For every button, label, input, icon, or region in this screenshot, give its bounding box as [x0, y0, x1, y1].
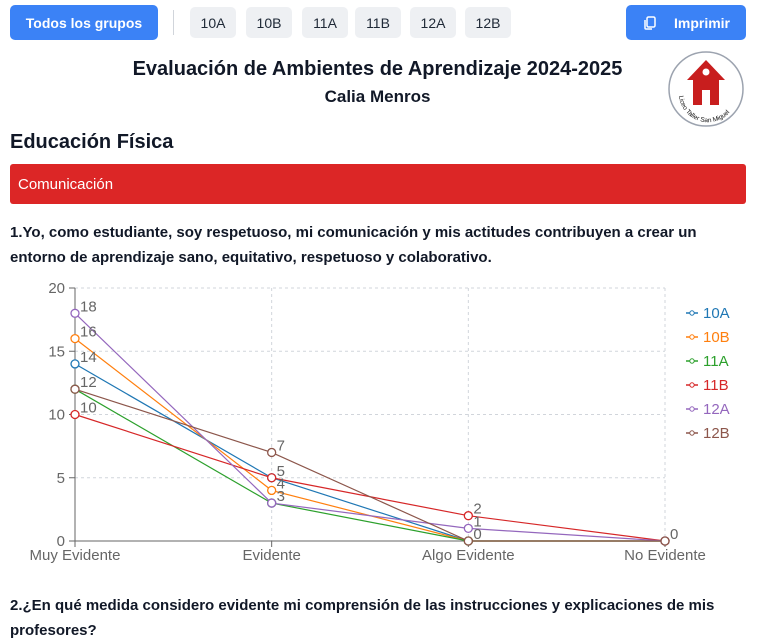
category-label: Comunicación	[18, 175, 114, 193]
group-button-10b[interactable]: 10B	[246, 7, 292, 38]
legend-label-11a: 11A	[703, 353, 729, 370]
series-line-10a	[75, 364, 665, 541]
data-point-10b	[268, 486, 276, 494]
data-label: 18	[80, 298, 97, 316]
data-point-12a	[71, 309, 79, 317]
y-tick-label: 15	[48, 343, 65, 361]
toolbar-divider	[173, 10, 174, 35]
data-label: 10	[80, 399, 97, 417]
legend-marker	[690, 359, 694, 363]
legend-marker	[690, 431, 694, 435]
y-tick-label: 20	[48, 280, 65, 297]
legend-marker	[690, 407, 694, 411]
print-button[interactable]	[626, 5, 746, 40]
group-button-11a[interactable]: 11A	[302, 7, 348, 38]
y-tick-label: 5	[56, 469, 65, 487]
data-label: 1	[473, 513, 482, 531]
group-button-11b[interactable]: 11B	[355, 7, 401, 38]
data-label: 0	[670, 526, 679, 543]
y-tick-label: 10	[48, 406, 65, 424]
x-tick-label: Evidente	[242, 547, 301, 564]
data-point-12b	[464, 537, 472, 545]
all-groups-button[interactable]: Todos los grupos	[10, 5, 158, 40]
data-point-10b	[71, 335, 79, 343]
x-tick-label: No Evidente	[624, 547, 706, 564]
subject-heading: Educación Física	[10, 131, 174, 153]
data-label: 7	[276, 437, 286, 455]
group-button-12b[interactable]: 12B	[465, 7, 511, 38]
data-point-12b	[661, 537, 669, 545]
print-button-label: Imprimir	[673, 14, 730, 31]
data-label: 16	[80, 323, 97, 341]
chart-legend	[686, 305, 730, 442]
series-line-12a	[75, 313, 665, 541]
data-point-11b	[71, 411, 79, 419]
data-label: 5	[276, 462, 286, 480]
question-1: 1.Yo, como estudiante, soy respetuoso, mi comunicación y mis actitudes contribuyen a crear un entorno de aprendizaje sano, equitativo, respetuoso y colaborativo.	[10, 224, 697, 266]
logo-text: Liceo Taller San Miguel	[676, 95, 732, 125]
data-point-11b	[268, 474, 276, 482]
legend-marker	[690, 383, 694, 387]
data-point-11b	[464, 512, 472, 520]
group-button-12a[interactable]: 12A	[410, 7, 456, 38]
teacher-name: Calia Menros	[324, 87, 431, 106]
chart-data-labels	[80, 298, 678, 543]
school-logo	[667, 50, 745, 128]
data-label: 0	[473, 526, 482, 543]
series-line-12b	[75, 389, 665, 541]
data-point-12a	[464, 524, 472, 532]
data-point-12b	[71, 385, 79, 393]
data-point-10a	[71, 360, 79, 368]
toolbar	[10, 5, 746, 40]
legend-label-10a: 10A	[703, 305, 730, 322]
legend-marker	[690, 311, 694, 315]
chart-series	[71, 309, 669, 545]
legend-label-12a: 12A	[703, 401, 730, 418]
legend-label-11b: 11B	[703, 377, 729, 394]
y-tick-label: 0	[56, 533, 65, 550]
data-point-12b	[268, 448, 276, 456]
copy-icon	[642, 15, 658, 31]
x-tick-label: Algo Evidente	[422, 547, 515, 564]
data-label: 3	[276, 488, 286, 506]
legend-label-10b: 10B	[703, 329, 730, 346]
page-title: Evaluación de Ambientes de Aprendizaje 2024-2025	[132, 58, 623, 80]
data-point-12a	[268, 499, 276, 507]
data-label: 12	[80, 374, 97, 392]
question-2: 2.¿En qué medida considero evidente mi comprensión de las instrucciones y explicaciones de mis profesores?	[10, 597, 715, 639]
line-chart	[0, 276, 765, 570]
data-label: 2	[473, 500, 482, 518]
group-button-10a[interactable]: 10A	[190, 7, 236, 38]
data-label: 14	[80, 348, 97, 366]
x-tick-label: Muy Evidente	[29, 547, 121, 564]
data-label: 4	[276, 475, 286, 493]
category-bar	[10, 164, 746, 204]
series-line-11a	[75, 389, 665, 541]
legend-marker	[690, 335, 694, 339]
legend-label-12b: 12B	[703, 425, 730, 442]
